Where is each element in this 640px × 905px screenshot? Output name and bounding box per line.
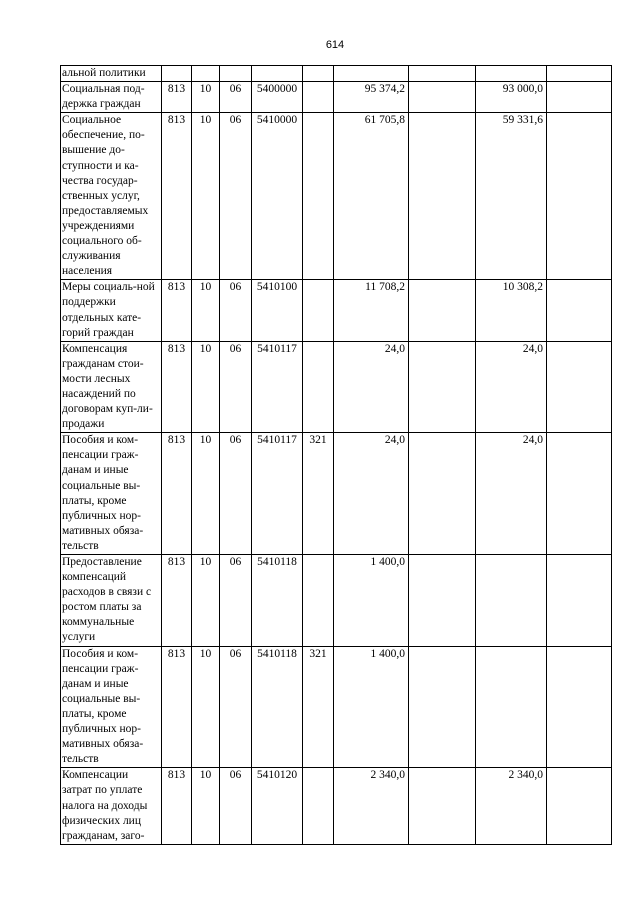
row-amount-1: 95 374,2: [334, 82, 409, 113]
row-subsection: 06: [220, 555, 252, 647]
row-col9: [547, 768, 612, 844]
row-subsection: 06: [220, 433, 252, 555]
row-subsection: 06: [220, 646, 252, 768]
row-expense-type: 321: [303, 646, 334, 768]
row-expense-type: [303, 341, 334, 433]
row-expense-type: [303, 555, 334, 647]
row-amount-2: 2 340,0: [476, 768, 547, 844]
row-expense-type: [303, 113, 334, 280]
row-name: Меры социаль-ной поддержки отдельных кате-горий граждан: [61, 280, 162, 341]
row-amount-1: 61 705,8: [334, 113, 409, 280]
row-admin: 813: [162, 341, 192, 433]
row-name: Пособия и ком-пенсации граж-данам и иные социальные вы-платы, кроме публичных нор-мативных обяза-тельств: [61, 646, 162, 768]
row-subsection: 06: [220, 82, 252, 113]
row-expense-type: 321: [303, 433, 334, 555]
row-amount-1: 24,0: [334, 341, 409, 433]
row-section: 10: [192, 82, 220, 113]
row-expense-type: [303, 280, 334, 341]
row-admin: 813: [162, 433, 192, 555]
row-amount-2: [476, 66, 547, 82]
row-col9: [547, 646, 612, 768]
row-subsection: 06: [220, 768, 252, 844]
row-col9: [547, 82, 612, 113]
table-row: [61, 433, 612, 555]
row-target-code: 5410117: [252, 433, 303, 555]
row-admin: 813: [162, 768, 192, 844]
row-amount-2: 10 308,2: [476, 280, 547, 341]
row-section: 10: [192, 433, 220, 555]
row-col9: [547, 433, 612, 555]
row-section: 10: [192, 280, 220, 341]
row-section: 10: [192, 341, 220, 433]
row-col7: [409, 280, 476, 341]
table-row: [61, 768, 612, 844]
row-section: 10: [192, 646, 220, 768]
row-amount-2: [476, 646, 547, 768]
row-amount-2: 24,0: [476, 341, 547, 433]
table-row: [61, 113, 612, 280]
row-expense-type: [303, 66, 334, 82]
row-admin: 813: [162, 555, 192, 647]
row-col9: [547, 66, 612, 82]
row-col7: [409, 113, 476, 280]
row-admin: 813: [162, 280, 192, 341]
row-col9: [547, 341, 612, 433]
row-target-code: 5410120: [252, 768, 303, 844]
row-subsection: 06: [220, 113, 252, 280]
row-col7: [409, 66, 476, 82]
row-target-code: 5410100: [252, 280, 303, 341]
row-target-code: 5410118: [252, 555, 303, 647]
row-subsection: 06: [220, 341, 252, 433]
row-name: Социальная под-держка граждан: [61, 82, 162, 113]
row-name: альной политики: [61, 66, 162, 82]
page-number: 614: [325, 39, 345, 51]
row-amount-2: [476, 555, 547, 647]
row-subsection: [220, 66, 252, 82]
row-target-code: 5400000: [252, 82, 303, 113]
table-row: [61, 646, 612, 768]
row-expense-type: [303, 768, 334, 844]
row-admin: 813: [162, 646, 192, 768]
row-col7: [409, 646, 476, 768]
row-amount-2: 59 331,6: [476, 113, 547, 280]
row-name: Пособия и ком-пенсации граж-данам и иные социальные вы-платы, кроме публичных нор-мативных обяза-тельств: [61, 433, 162, 555]
row-col7: [409, 768, 476, 844]
row-admin: 813: [162, 82, 192, 113]
row-expense-type: [303, 82, 334, 113]
row-amount-1: 1 400,0: [334, 646, 409, 768]
row-name: Компенсация гражданам стои-мости лесных насаждений по договорам куп-ли-продажи: [61, 341, 162, 433]
row-col7: [409, 555, 476, 647]
table-row: [61, 555, 612, 647]
row-amount-1: 2 340,0: [334, 768, 409, 844]
row-amount-1: [334, 66, 409, 82]
row-target-code: 5410000: [252, 113, 303, 280]
row-admin: [162, 66, 192, 82]
row-col9: [547, 280, 612, 341]
row-amount-2: 93 000,0: [476, 82, 547, 113]
row-col7: [409, 341, 476, 433]
row-name: Социальное обеспечение, по-вышение до-ступности и ка-чества государ-ственных услуг, предоставляемых учреждениями социального об-служивания населения: [61, 113, 162, 280]
row-admin: 813: [162, 113, 192, 280]
row-section: 10: [192, 113, 220, 280]
row-target-code: 5410118: [252, 646, 303, 768]
row-col7: [409, 82, 476, 113]
row-target-code: [252, 66, 303, 82]
row-col9: [547, 113, 612, 280]
row-amount-1: 11 708,2: [334, 280, 409, 341]
row-amount-2: 24,0: [476, 433, 547, 555]
row-col9: [547, 555, 612, 647]
table-row: [61, 280, 612, 341]
table-row: [61, 82, 612, 113]
table-row: [61, 341, 612, 433]
row-subsection: 06: [220, 280, 252, 341]
row-target-code: 5410117: [252, 341, 303, 433]
row-section: 10: [192, 768, 220, 844]
budget-table: [60, 65, 612, 845]
row-section: 10: [192, 555, 220, 647]
row-name: Компенсации затрат по уплате налога на доходы физических лиц гражданам, заго-: [61, 768, 162, 844]
table-row: [61, 66, 612, 82]
row-section: [192, 66, 220, 82]
row-amount-1: 24,0: [334, 433, 409, 555]
row-name: Предоставление компенсаций расходов в связи с ростом платы за коммунальные услуги: [61, 555, 162, 647]
row-amount-1: 1 400,0: [334, 555, 409, 647]
row-col7: [409, 433, 476, 555]
